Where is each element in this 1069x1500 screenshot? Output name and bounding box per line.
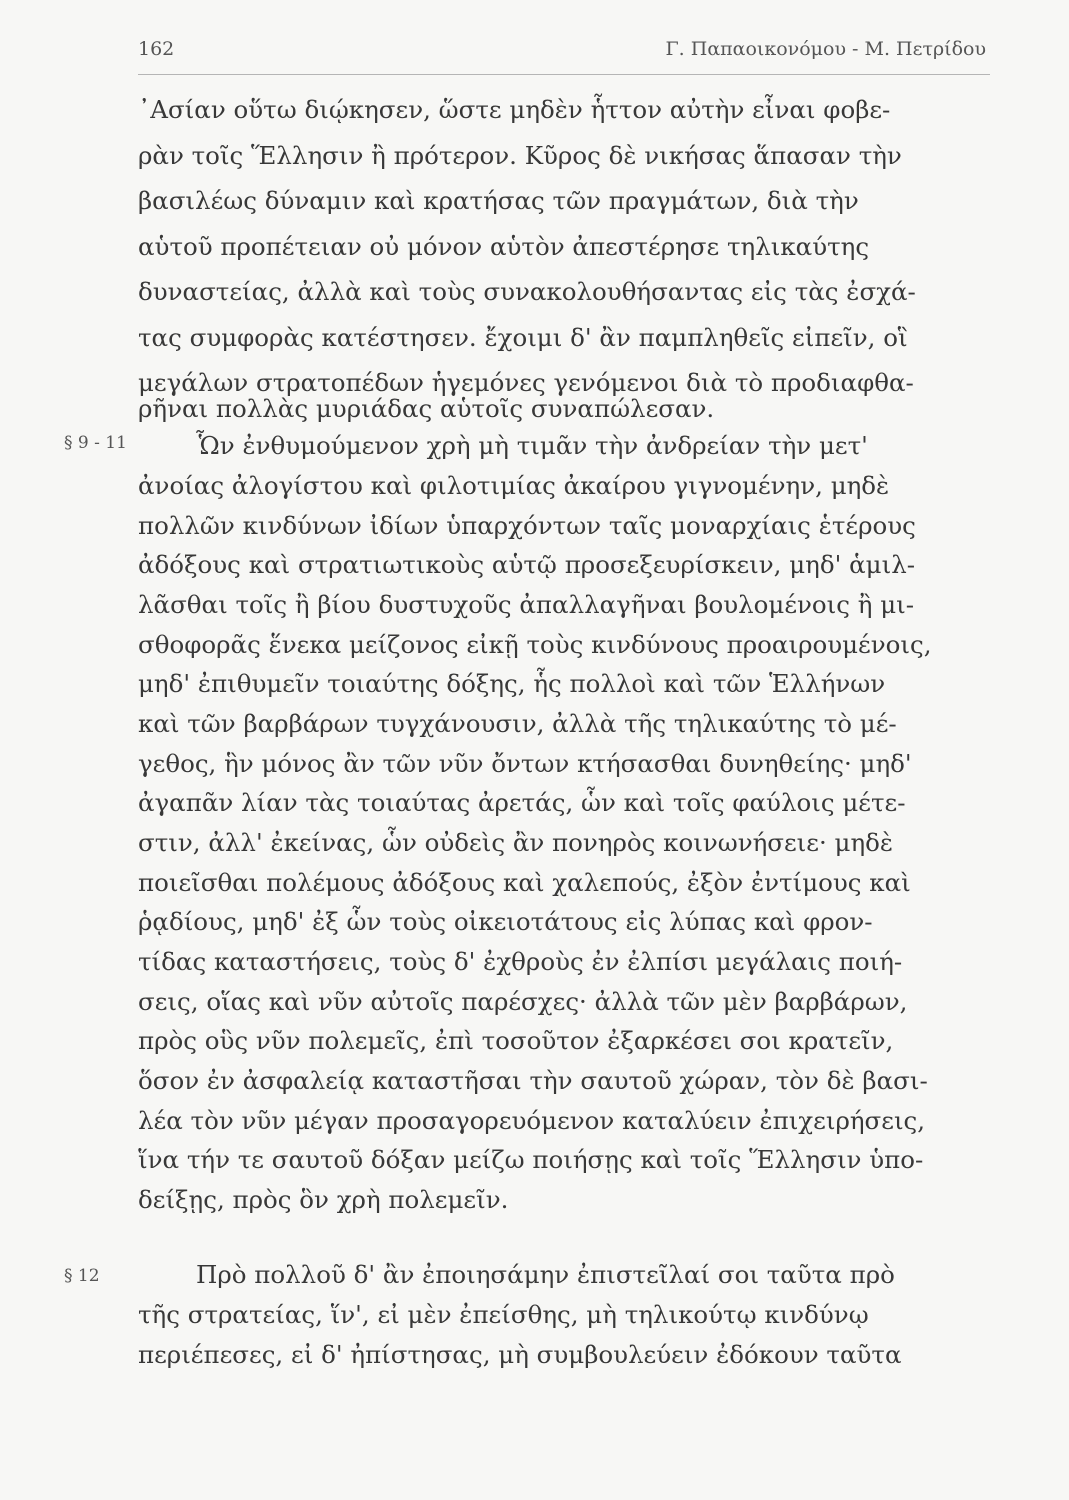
text-line: μηδ' ἐπιθυμεῖν τοιαύτης δόξης, ἧς πολλοὶ καὶ τῶν Ἑλλήνων — [138, 669, 886, 698]
margin-section-ref: § 9 - 11 — [64, 433, 127, 453]
text-line: ἀγαπᾶν λίαν τὰς τοιαύτας ἀρετάς, ὧν καὶ τοῖς φαύλοις μέτε- — [138, 788, 906, 817]
text-line: γεθος, ἣν μόνος ἂν τῶν νῦν ὄντων κτήσασθαι δυνηθείης· μηδ' — [138, 749, 912, 778]
margin-section-ref: § 12 — [64, 1266, 100, 1286]
text-line: ἵνα τήν τε σαυτοῦ δόξαν μείζω ποιήσῃς καὶ τοῖς Ἕλλησιν ὑπο- — [138, 1145, 924, 1174]
text-line: βασιλέως δύναμιν καὶ κρατήσας τῶν πραγμάτων, διὰ τὴν — [138, 186, 859, 215]
text-line: ἀνοίας ἀλογίστου καὶ φιλοτιμίας ἀκαίρου γιγνομένην, μηδὲ — [138, 471, 890, 500]
page-number: 162 — [138, 38, 175, 60]
text-line: δείξῃς, πρὸς ὃν χρὴ πολεμεῖν. — [138, 1185, 509, 1214]
text-line: δυναστείας, ἀλλὰ καὶ τοὺς συνακολουθήσαντας εἰς τὰς ἐσχά- — [138, 277, 916, 306]
text-line: αὑτοῦ προπέτειαν οὐ μόνον αὑτὸν ἀπεστέρησε τηλικαύτης — [138, 232, 870, 261]
text-line: ποιεῖσθαι πολέμους ἀδόξους καὶ χαλεπούς, ἐξὸν ἐντίμους καὶ — [138, 868, 911, 897]
text-line: στιν, ἀλλ' ἐκείνας, ὧν οὐδεὶς ἂν πονηρὸς κοινωνήσειε· μηδὲ — [138, 828, 894, 857]
text-line: λέα τὸν νῦν μέγαν προσαγορευόμενον καταλύειν ἐπιχειρήσεις, — [138, 1106, 926, 1135]
text-line: περιέπεσες, εἰ δ' ἠπίστησας, μὴ συμβουλεύειν ἐδόκουν ταῦτα — [138, 1340, 902, 1369]
paragraph-start-line: Ὧν ἐνθυμούμενον χρὴ μὴ τιμᾶν τὴν ἀνδρείαν τὴν μετ' — [196, 431, 868, 460]
text-line: ῥᾳδίους, μηδ' ἐξ ὧν τοὺς οἰκειοτάτους εἰς λύπας καὶ φρον- — [138, 907, 873, 936]
text-line: καὶ τῶν βαρβάρων τυγχάνουσιν, ἀλλὰ τῆς τηλικαύτης τὸ μέ- — [138, 709, 897, 738]
page-header — [138, 34, 990, 75]
paragraph-start-line: Πρὸ πολλοῦ δ' ἂν ἐποιησάμην ἐπιστεῖλαί σοι ταῦτα πρὸ — [196, 1260, 895, 1289]
text-line: τας συμφορὰς κατέστησεν. ἔχοιμι δ' ἂν παμπληθεῖς εἰπεῖν, οἳ — [138, 323, 908, 352]
text-line: τίδας καταστήσεις, τοὺς δ' ἐχθροὺς ἐν ἐλπίσι μεγάλαις ποιή- — [138, 947, 903, 976]
text-line: ᾿Ασίαν οὕτω διῴκησεν, ὥστε μηδὲν ἧττον αὐτὴν εἶναι φοβε- — [138, 95, 891, 124]
text-line: ἀδόξους καὶ στρατιωτικοὺς αὑτῷ προσεξευρίσκειν, μηδ' ἁμιλ- — [138, 550, 916, 579]
text-line: σεις, οἵας καὶ νῦν αὐτοῖς παρέσχες· ἀλλὰ τῶν μὲν βαρβάρων, — [138, 987, 908, 1016]
text-line: ρὰν τοῖς Ἕλλησιν ἢ πρότερον. Κῦρος δὲ νικήσας ἅπασαν τὴν — [138, 141, 902, 170]
text-line: ὅσον ἐν ἀσφαλείᾳ καταστῆσαι τὴν σαυτοῦ χώραν, τὸν δὲ βασι- — [138, 1066, 928, 1095]
running-head: Γ. Παπαοικονόμου - Μ. Πετρίδου — [665, 38, 986, 60]
text-line: πολλῶν κινδύνων ἰδίων ὑπαρχόντων ταῖς μοναρχίαις ἑτέρους — [138, 511, 916, 540]
text-line: τῆς στρατείας, ἵν', εἰ μὲν ἐπείσθης, μὴ τηλικούτῳ κινδύνῳ — [138, 1300, 869, 1329]
text-line: λᾶσθαι τοῖς ἢ βίου δυστυχοῦς ἀπαλλαγῆναι βουλομένοις ἢ μι- — [138, 590, 915, 619]
text-line: μεγάλων στρατοπέδων ἡγεμόνες γενόμενοι διὰ τὸ προδιαφθα- — [138, 368, 914, 397]
text-line: πρὸς οὓς νῦν πολεμεῖς, ἐπὶ τοσοῦτον ἐξαρκέσει σοι κρατεῖν, — [138, 1026, 894, 1055]
text-line: σθοφορᾶς ἕνεκα μείζονος εἰκῇ τοὺς κινδύνους προαιρουμένοις, — [138, 630, 932, 659]
text-line: ρῆναι πολλὰς μυριάδας αὑτοῖς συναπώλεσαν. — [138, 394, 715, 423]
